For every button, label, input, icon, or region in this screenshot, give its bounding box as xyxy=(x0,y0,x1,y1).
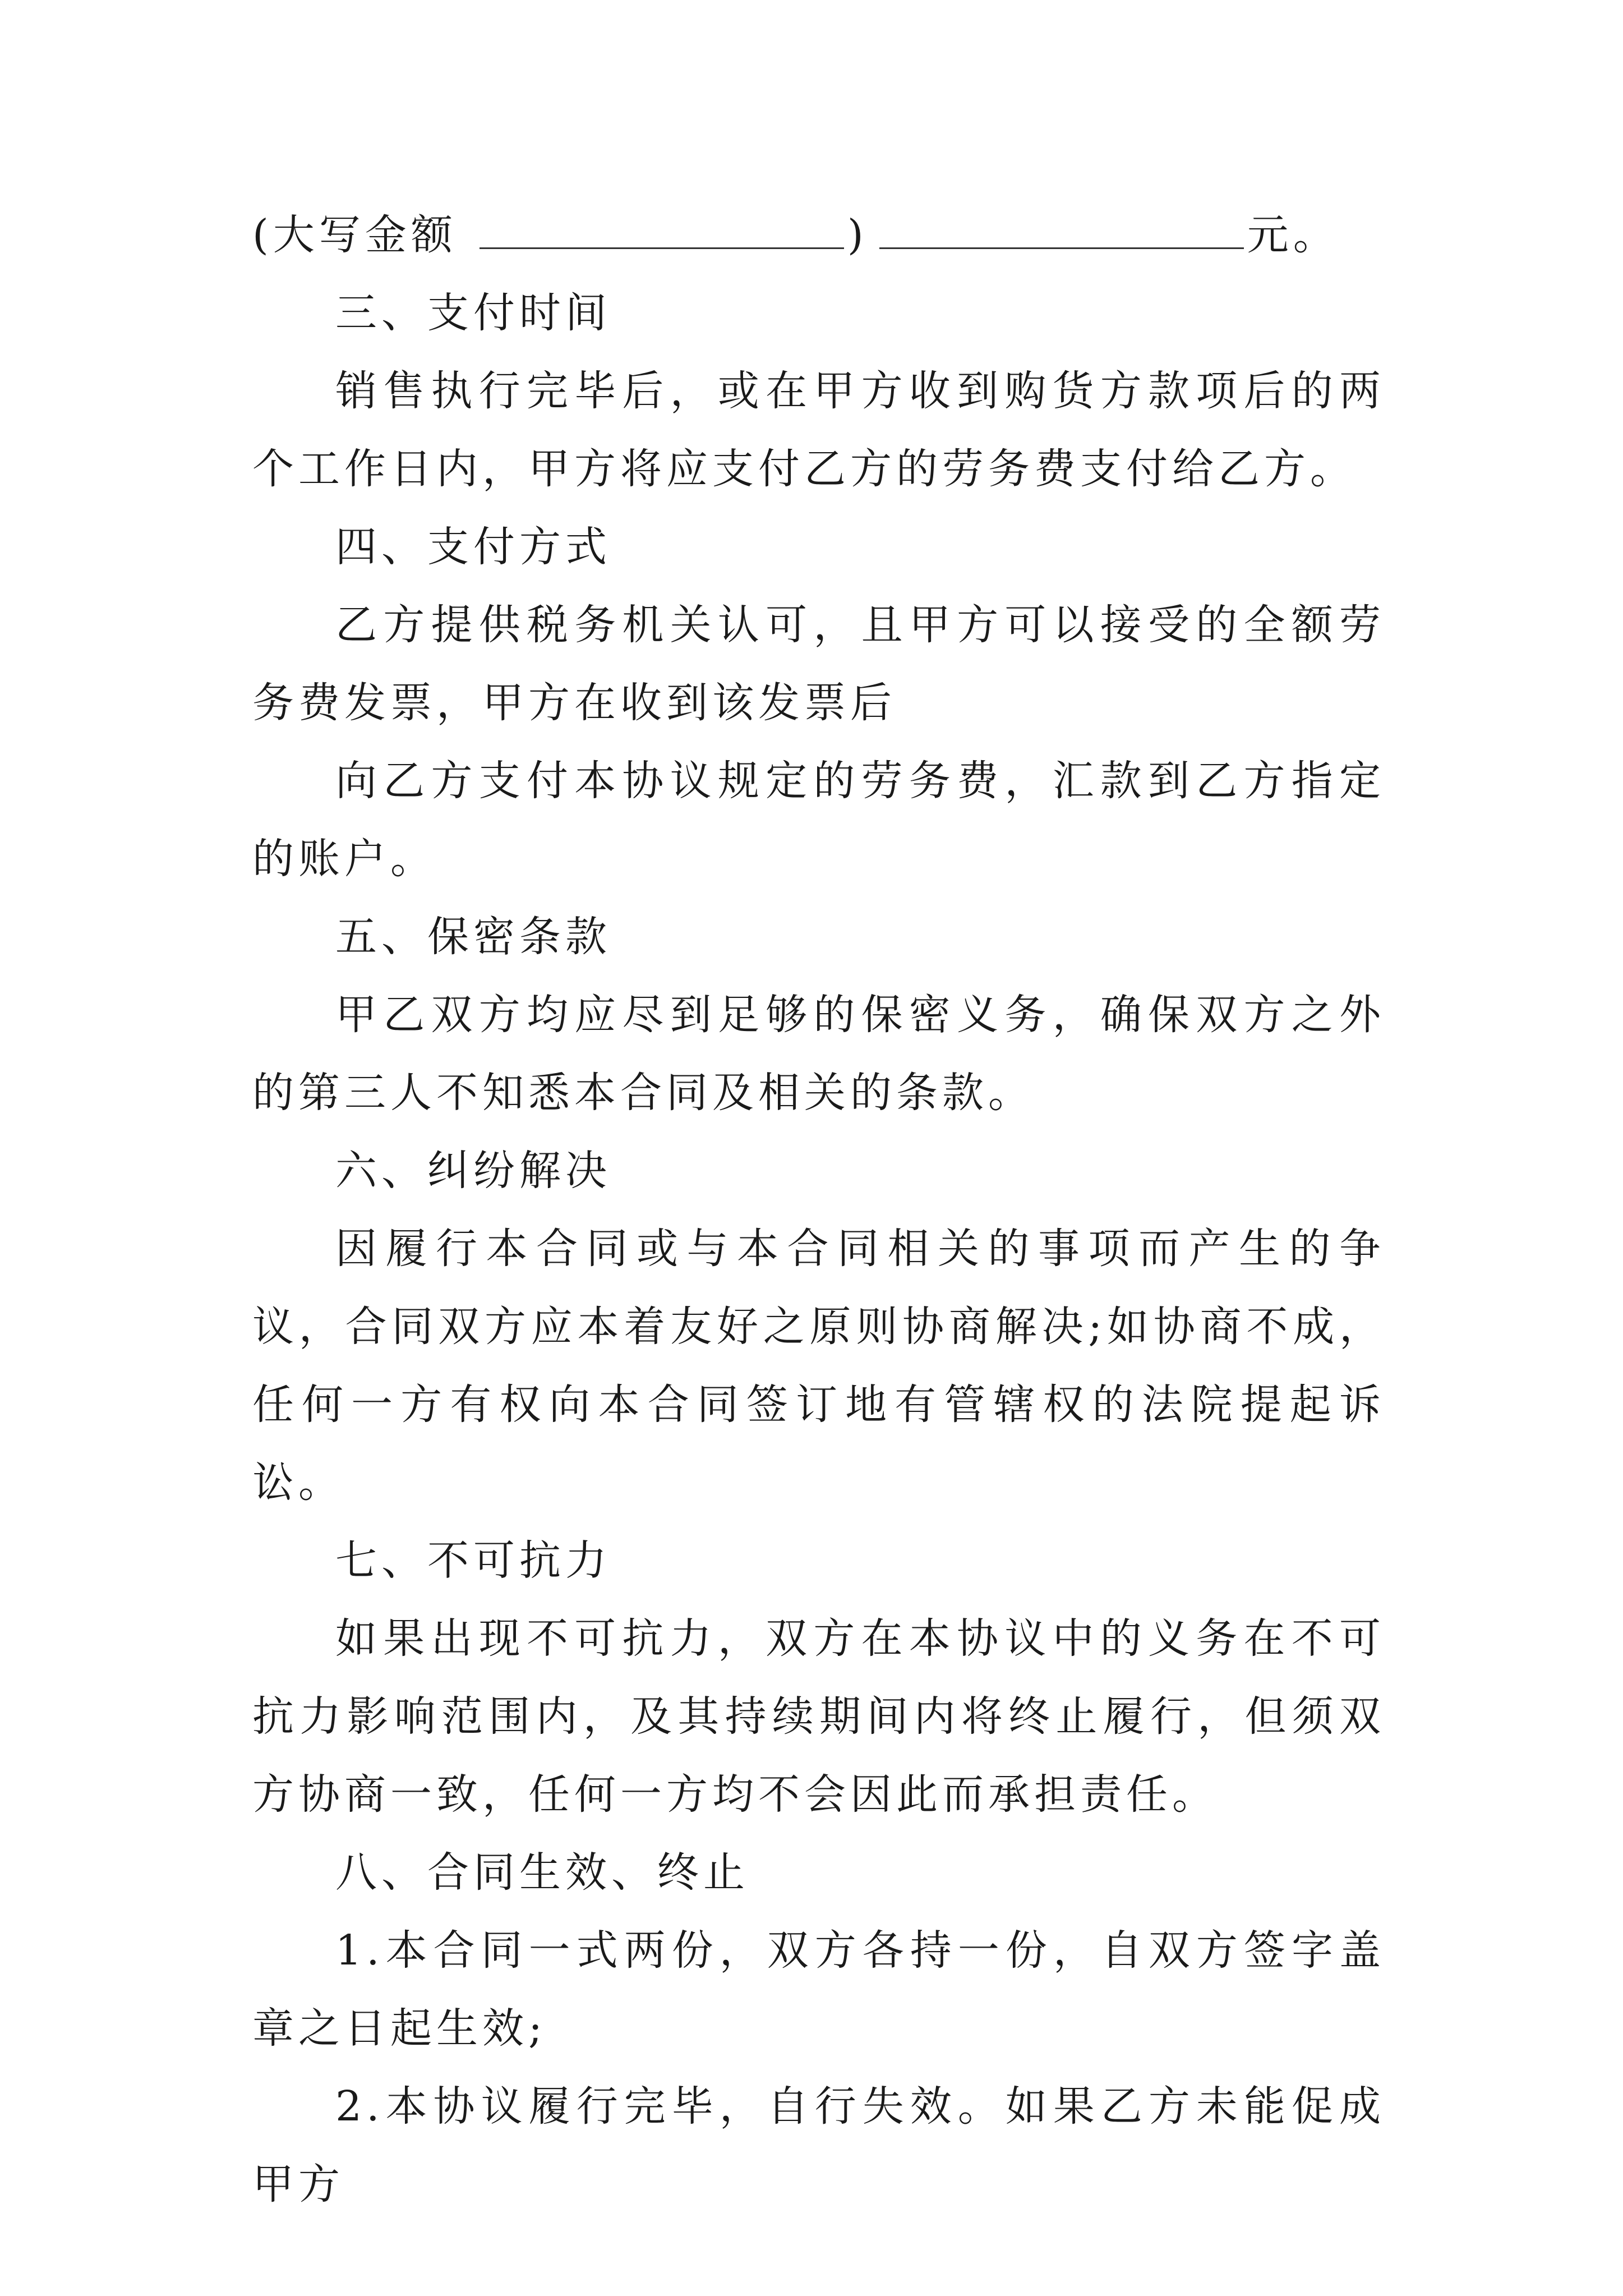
section-heading: 五、保密条款 xyxy=(335,913,611,961)
section-heading: 八、合同生效、终止 xyxy=(335,1848,749,1897)
section-paragraph: 1.本合同一式两份，双方各持一份，自双方签字盖章之日起生效; xyxy=(252,1926,1385,2053)
amount-figure-blank xyxy=(879,203,1244,249)
section-paragraph: 因履行本合同或与本合同相关的事项而产生的争议，合同双方应本着友好之原则协商解决;如协商不成，任何一方有权向本合同签订地有管辖权的法院提起诉讼。 xyxy=(252,1225,1385,1507)
section-paragraph: 如果出现不可抗力，双方在本协议中的义务在不可抗力影响范围内，及其持续期间内将终止履行，但须双方协商一致，任何一方均不会因此而承担责任。 xyxy=(252,1614,1385,1819)
section-heading: 七、不可抗力 xyxy=(335,1536,611,1585)
section-heading: 四、支付方式 xyxy=(335,523,611,571)
document-body xyxy=(252,196,1385,2224)
section-heading: 三、支付时间 xyxy=(335,289,611,337)
amount-close-paren: ) xyxy=(847,211,868,259)
section-paragraph: 2.本协议履行完毕，自行失效。如果乙方未能促成甲方 xyxy=(252,2082,1385,2208)
section-paragraph: 销售执行完毕后，或在甲方收到购货方款项后的两个工作日内，甲方将应支付乙方的劳务费支付给乙方。 xyxy=(252,367,1385,493)
section-paragraph: 乙方提供税务机关认可，且甲方可以接受的全额劳务费发票，甲方在收到该发票后 xyxy=(252,601,1385,727)
amount-suffix: 元。 xyxy=(1247,211,1339,259)
section-paragraph: 甲乙双方均应尽到足够的保密义务，确保双方之外的第三人不知悉本合同及相关的条款。 xyxy=(252,991,1385,1117)
section-paragraph: 向乙方支付本协议规定的劳务费，汇款到乙方指定的账户。 xyxy=(252,757,1385,883)
amount-in-words-blank xyxy=(479,203,844,249)
amount-line xyxy=(252,196,1385,274)
section-heading: 六、纠纷解决 xyxy=(335,1147,611,1195)
amount-prefix: (大写金额 xyxy=(252,211,457,259)
